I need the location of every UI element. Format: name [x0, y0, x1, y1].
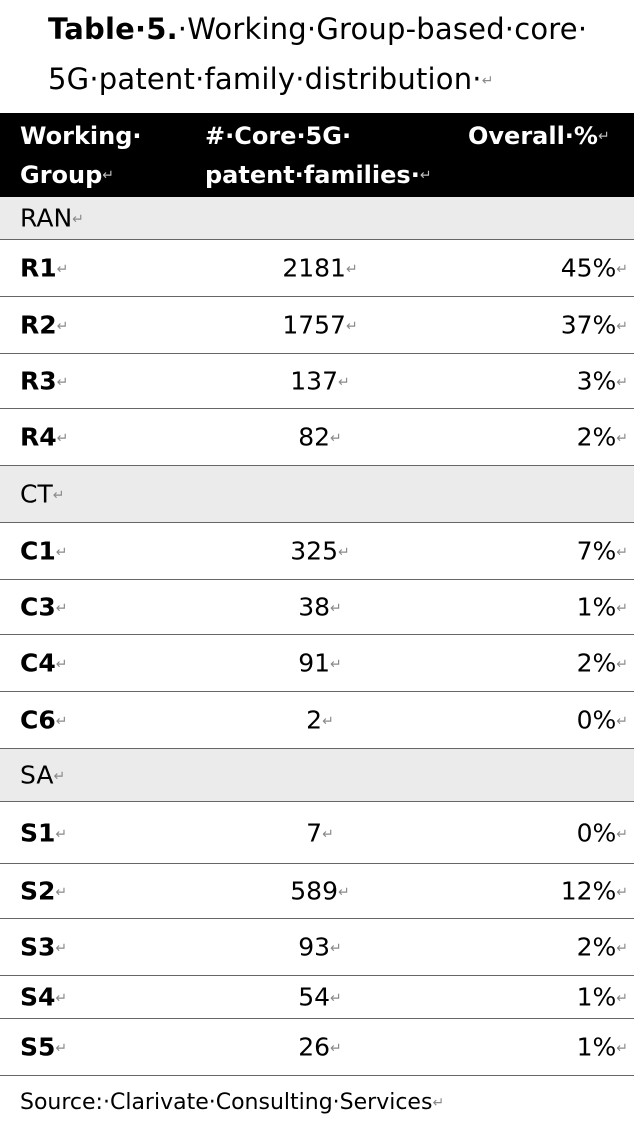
header-core-families	[205, 117, 465, 196]
group-name	[20, 480, 64, 509]
overall-pct-text: 0%	[576, 818, 617, 847]
header-overall-pct	[468, 117, 634, 157]
group-row	[0, 197, 634, 240]
working-group-text: R2	[20, 310, 57, 340]
patent-distribution-table	[0, 113, 634, 1076]
table-row	[0, 240, 634, 297]
core-families-cell	[240, 311, 400, 340]
return-mark: ↵	[616, 990, 628, 1007]
return-mark: ↵	[55, 713, 68, 730]
working-group-text: R3	[20, 366, 57, 396]
overall-pct-text: 2%	[576, 648, 617, 678]
core-families-cell	[240, 423, 400, 452]
working-group-cell	[20, 1033, 67, 1062]
working-group-cell	[20, 877, 67, 906]
return-mark: ↵	[55, 1040, 68, 1057]
return-mark: ↵	[616, 656, 628, 673]
table-row	[0, 864, 634, 919]
working-group-cell	[20, 983, 67, 1012]
overall-pct-cell	[577, 423, 628, 452]
return-mark: ↵	[52, 487, 65, 504]
return-mark: ↵	[616, 318, 628, 335]
table-row	[0, 635, 634, 692]
working-group-cell	[20, 537, 67, 566]
group-name	[20, 761, 65, 790]
overall-pct-cell	[577, 818, 628, 847]
core-families-text: 26	[298, 1032, 331, 1062]
core-families-cell	[240, 877, 400, 906]
group-name-text: CT	[20, 479, 53, 509]
header-col2-text: patent·families·	[205, 161, 420, 189]
return-mark: ↵	[616, 940, 628, 957]
core-families-text: 325	[290, 536, 338, 566]
overall-pct-text: 37%	[560, 310, 617, 340]
header-col2-line2	[205, 156, 465, 196]
working-group-text: S1	[20, 818, 56, 847]
overall-pct-text: 3%	[576, 366, 617, 396]
return-mark: ↵	[55, 940, 68, 957]
core-families-cell	[240, 537, 400, 566]
core-families-text: 93	[298, 932, 331, 962]
overall-pct-cell	[577, 706, 628, 735]
overall-pct-text: 1%	[576, 1032, 617, 1062]
overall-pct-cell	[577, 649, 628, 678]
working-group-cell	[20, 649, 67, 678]
overall-pct-text: 12%	[560, 876, 617, 906]
core-families-text: 38	[298, 592, 331, 622]
title-line-2	[48, 54, 638, 106]
working-group-cell	[20, 367, 68, 396]
return-mark: ↵	[322, 826, 334, 842]
table-row	[0, 354, 634, 409]
return-mark: ↵	[330, 656, 342, 673]
return-mark: ↵	[55, 990, 68, 1007]
group-row	[0, 749, 634, 802]
return-mark: ↵	[616, 884, 628, 901]
core-families-text: 7	[306, 818, 323, 847]
return-mark: ↵	[55, 826, 68, 842]
return-mark: ↵	[56, 430, 69, 447]
core-families-cell	[240, 1033, 400, 1062]
working-group-text: C3	[20, 592, 56, 622]
return-mark: ↵	[55, 884, 68, 901]
working-group-text: C1	[20, 536, 56, 566]
overall-pct-cell	[561, 254, 628, 283]
return-mark: ↵	[55, 600, 68, 617]
group-row	[0, 466, 634, 523]
return-mark: ↵	[616, 430, 628, 447]
title-text-1: ·Working·Group-based·core·	[177, 12, 588, 46]
core-families-cell	[240, 818, 400, 847]
header-col2-line1: #·Core·5G·	[205, 122, 352, 150]
core-families-text: 82	[298, 422, 331, 452]
header-working-group	[20, 117, 190, 196]
overall-pct-cell	[577, 593, 628, 622]
core-families-cell	[240, 254, 400, 283]
return-mark: ↵	[337, 884, 350, 901]
overall-pct-cell	[561, 877, 628, 906]
table-row	[0, 1019, 634, 1076]
return-mark: ↵	[616, 600, 628, 617]
return-mark: ↵	[481, 73, 494, 89]
overall-pct-text: 2%	[576, 422, 617, 452]
group-name-text: RAN	[20, 203, 73, 233]
table-row	[0, 976, 634, 1019]
return-mark: ↵	[616, 544, 628, 561]
return-mark: ↵	[616, 826, 628, 842]
working-group-cell	[20, 706, 67, 735]
core-families-cell	[240, 706, 400, 735]
overall-pct-cell	[577, 537, 628, 566]
return-mark: ↵	[616, 1040, 628, 1057]
core-families-text: 137	[290, 366, 338, 396]
core-families-cell	[240, 933, 400, 962]
working-group-text: S2	[20, 876, 56, 906]
working-group-cell	[20, 254, 68, 283]
table-row	[0, 692, 634, 749]
working-group-cell	[20, 423, 68, 452]
working-group-cell	[20, 818, 67, 847]
working-group-text: C6	[20, 705, 56, 735]
header-col1-line1: Working·	[20, 122, 142, 150]
return-mark: ↵	[330, 430, 342, 447]
overall-pct-text: 0%	[576, 705, 617, 735]
group-name	[20, 204, 84, 233]
group-name-text: SA	[20, 760, 54, 790]
header-col3-text: Overall·%	[468, 122, 598, 150]
return-mark: ↵	[55, 544, 68, 561]
table-row	[0, 580, 634, 635]
overall-pct-text: 2%	[576, 932, 617, 962]
core-families-text: 2	[306, 705, 323, 735]
overall-pct-cell	[561, 311, 628, 340]
working-group-text: S4	[20, 982, 56, 1012]
working-group-text: R4	[20, 422, 57, 452]
source-note	[20, 1090, 444, 1115]
return-mark: ↵	[419, 167, 432, 184]
core-families-cell	[240, 593, 400, 622]
working-group-text: C4	[20, 648, 56, 678]
working-group-text: S3	[20, 932, 56, 962]
return-mark: ↵	[330, 940, 342, 957]
table-header	[0, 113, 634, 197]
overall-pct-cell	[577, 367, 628, 396]
return-mark: ↵	[330, 1040, 342, 1057]
working-group-text: S5	[20, 1032, 56, 1062]
working-group-cell	[20, 593, 67, 622]
working-group-text: R1	[20, 253, 57, 283]
core-families-cell	[240, 367, 400, 396]
return-mark: ↵	[330, 990, 342, 1007]
table-row	[0, 523, 634, 580]
return-mark: ↵	[345, 318, 358, 335]
return-mark: ↵	[616, 261, 628, 278]
return-mark: ↵	[616, 713, 628, 730]
return-mark: ↵	[56, 261, 69, 278]
return-mark: ↵	[337, 374, 350, 391]
return-mark: ↵	[56, 318, 69, 335]
return-mark: ↵	[597, 128, 610, 145]
return-mark: ↵	[432, 1095, 445, 1111]
table-body	[0, 197, 634, 1076]
title-line-1	[48, 4, 638, 54]
table-row	[0, 802, 634, 864]
return-mark: ↵	[102, 167, 115, 184]
overall-pct-text: 7%	[576, 536, 617, 566]
core-families-text: 54	[298, 982, 331, 1012]
return-mark: ↵	[616, 374, 628, 391]
working-group-cell	[20, 311, 68, 340]
title-text-2: 5G·patent·family·distribution·	[48, 62, 482, 96]
working-group-cell	[20, 933, 67, 962]
header-col1-line2	[20, 156, 190, 196]
return-mark: ↵	[322, 713, 334, 730]
overall-pct-text: 1%	[576, 982, 617, 1012]
overall-pct-text: 45%	[560, 253, 617, 283]
overall-pct-text: 1%	[576, 592, 617, 622]
core-families-text: 91	[298, 648, 331, 678]
return-mark: ↵	[72, 211, 84, 228]
table-row	[0, 409, 634, 466]
return-mark: ↵	[345, 261, 358, 278]
return-mark: ↵	[53, 768, 66, 785]
core-families-cell	[240, 649, 400, 678]
return-mark: ↵	[330, 600, 342, 617]
core-families-cell	[240, 983, 400, 1012]
core-families-text: 1757	[282, 310, 346, 340]
overall-pct-cell	[577, 1033, 628, 1062]
core-families-text: 589	[290, 876, 338, 906]
table-title	[48, 4, 638, 106]
header-col1-text: Group	[20, 161, 103, 189]
table-row	[0, 297, 634, 354]
return-mark: ↵	[55, 656, 68, 673]
return-mark: ↵	[337, 544, 350, 561]
core-families-text: 2181	[282, 253, 346, 283]
source-text: Source:·Clarivate·Consulting·Services	[20, 1090, 433, 1115]
return-mark: ↵	[56, 374, 69, 391]
overall-pct-cell	[577, 933, 628, 962]
table-label: Table·5.	[48, 12, 178, 46]
table-row	[0, 919, 634, 976]
overall-pct-cell	[577, 983, 628, 1012]
